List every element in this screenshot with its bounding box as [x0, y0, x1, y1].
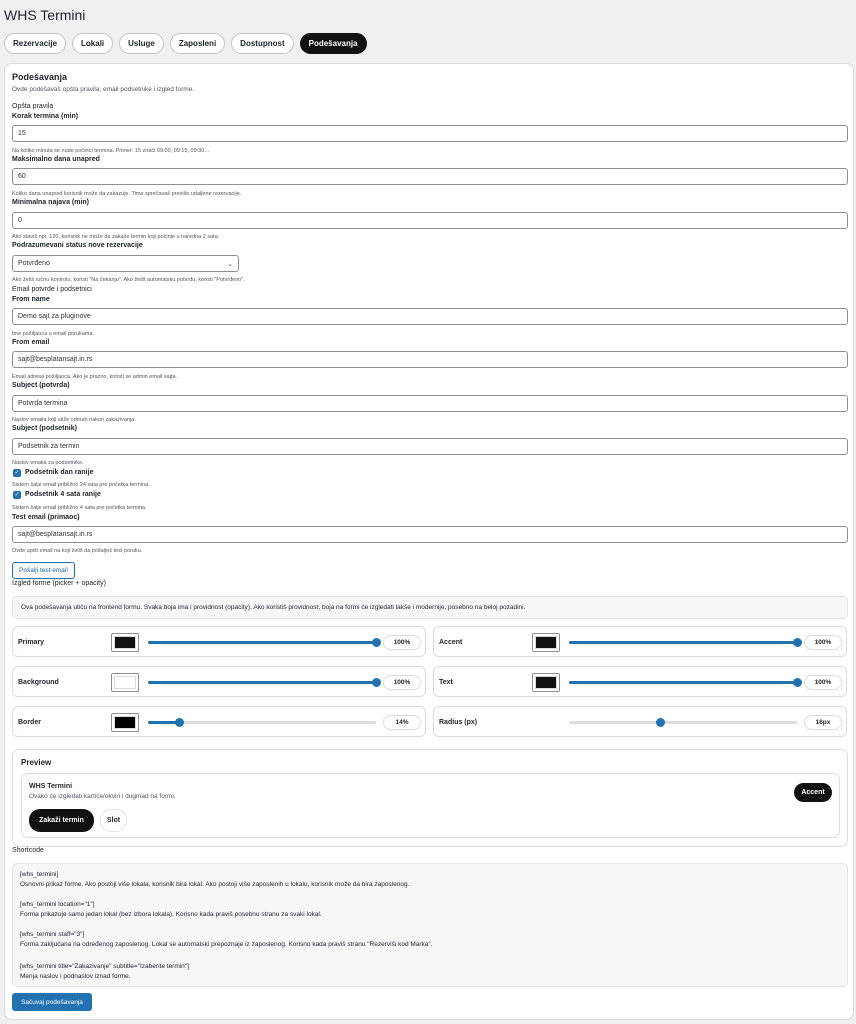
send-test-email-button[interactable]: Pošalji test email [12, 562, 75, 579]
preview-panel [12, 749, 848, 847]
shortcode-desc: Menja naslov i podnaslov iznad forme. [20, 973, 131, 980]
from-name-label: From name [12, 296, 50, 303]
min-notice-input[interactable]: 0 [12, 212, 848, 229]
background-opacity-value: 100% [383, 675, 421, 690]
test-email-help: Ovde upiši email na koji želiš da pošalješ test poruku. [12, 548, 143, 554]
section-shortcode: Shortcode [12, 847, 44, 854]
primary-opacity-slider[interactable] [148, 641, 376, 644]
max-days-help: Koliko dana unapred korisnik može da zakazuje. Time sprečavaš previše udaljene rezervacije. [12, 191, 242, 197]
primary-opacity-value: 100% [383, 635, 421, 650]
radius-value: 16px [804, 715, 842, 730]
color-card-background [12, 666, 426, 697]
from-name-input[interactable]: Demo sajt za pluginove [12, 308, 848, 325]
settings-panel [4, 63, 854, 1020]
slot-step-label: Korak termina (min) [12, 113, 79, 120]
preview-card [21, 773, 840, 838]
tab-rezervacije[interactable]: Rezervacije [4, 33, 66, 54]
shortcode-code: [whs_termini] [20, 871, 59, 878]
slot-step-help: Na koliko minuta se nude početci termina. Primer: 15 znači 09:00, 09:15, 09:30... [12, 148, 209, 154]
settings-description: Ovde podešavaš opšta pravila, email podsetnike i izgled forme. [12, 86, 195, 93]
section-email: Email potvrde i podsetnici [12, 286, 92, 293]
primary-opacity-fill [148, 641, 376, 644]
accent-opacity-thumb[interactable] [793, 638, 802, 647]
shortcode-code: [whs_termini title="Zakazivanje" subtitle="Izaberite termin"] [20, 963, 189, 970]
accent-opacity-slider[interactable] [569, 641, 797, 644]
reminder-day-help: Sistem šalje email približno 24 sata pre početka termina. [12, 482, 150, 488]
text-opacity-fill [569, 681, 797, 684]
tab-lokali[interactable]: Lokali [72, 33, 113, 54]
border-opacity-thumb[interactable] [175, 718, 184, 727]
accent-opacity-fill [569, 641, 797, 644]
from-email-input[interactable]: sajt@besplatansajt.in.rs [12, 351, 848, 368]
preview-accent-badge[interactable]: Accent [794, 783, 832, 802]
preview-heading: Preview [21, 758, 52, 767]
border-label: Border [18, 719, 41, 726]
reminder-day-checkbox[interactable]: ✓ [14, 470, 20, 476]
accent-label: Accent [439, 639, 463, 646]
text-color-label: Text [439, 679, 453, 686]
radius-label: Radius (px) [439, 719, 478, 726]
section-appearance: Izgled forme (picker + opacity) [12, 580, 106, 587]
default-status-select[interactable] [12, 255, 239, 272]
preview-card-desc: Ovako će izgledati kartice/okviri i dugmad na formi. [29, 793, 176, 800]
subject-confirm-help: Naslov emaila koji stiže odmah nakon zakazivanja. [12, 417, 136, 423]
settings-heading: Podešavanja [12, 72, 68, 82]
border-opacity-value: 14% [383, 715, 421, 730]
preview-book-button[interactable]: Zakaži termin [29, 809, 94, 832]
background-opacity-thumb[interactable] [372, 678, 381, 687]
section-general: Opšta pravila [12, 103, 54, 110]
background-label: Background [18, 679, 59, 686]
min-notice-label: Minimalna najava (min) [12, 199, 90, 206]
appearance-notice: Ova podešavanja utiču na frontend formu. Svaka boja ima i providnost (opacity). Ako koristiš providnost, boja na formi će izgledati lakše i modernije, posebno na beloj pozadini. [12, 596, 848, 619]
default-status-value: Potvrđeno [18, 260, 50, 267]
background-opacity-fill [148, 681, 376, 684]
preview-slot-button[interactable]: Slot [100, 809, 127, 832]
from-email-help: Email adresa pošiljaoca. Ako je prazno, koristi se admin email sajta. [12, 374, 178, 380]
shortcode-desc: Osnovni prikaz forme. Ako postoji više lokala, korisnik bira lokal. Ako postoji više zaposlenih u lokalu, korisnik može da bira zaposlenog. [20, 881, 410, 888]
tab-podesavanja[interactable]: Podešavanja [300, 33, 367, 54]
tab-dostupnost[interactable]: Dostupnost [231, 33, 293, 54]
from-name-help: Ime pošiljaoca u email porukama. [12, 331, 94, 337]
border-swatch-fill [114, 716, 136, 729]
background-color-picker[interactable] [111, 673, 139, 692]
primary-color-picker[interactable] [111, 633, 139, 652]
subject-reminder-label: Subject (podsetnik) [12, 425, 77, 432]
default-status-help: Ako želiš ručnu kontrolu, koristi "Na čekanju". Ako želiš automatsku potvrdu, koristi "Potvrđeno". [12, 277, 245, 283]
from-email-label: From email [12, 339, 50, 346]
max-days-label: Maksimalno dana unapred [12, 156, 100, 163]
subject-reminder-help: Naslov emaila za podsetnike. [12, 460, 84, 466]
text-opacity-thumb[interactable] [793, 678, 802, 687]
text-swatch-fill [535, 676, 557, 689]
subject-confirm-label: Subject (potvrda) [12, 382, 70, 389]
border-color-picker[interactable] [111, 713, 139, 732]
test-email-input[interactable]: sajt@besplatansajt.in.rs [12, 526, 848, 543]
accent-swatch-fill [535, 636, 557, 649]
shortcode-code: [whs_termini staff="3"] [20, 931, 85, 938]
text-color-picker[interactable] [532, 673, 560, 692]
text-opacity-value: 100% [804, 675, 842, 690]
radius-thumb[interactable] [656, 718, 665, 727]
chevron-down-icon: ⌄ [227, 260, 233, 268]
primary-swatch-fill [114, 636, 136, 649]
max-days-input[interactable]: 60 [12, 168, 848, 185]
tab-bar [4, 33, 367, 54]
preview-card-title: WHS Termini [29, 783, 73, 790]
min-notice-help: Ako staviš npr. 120, korisnik ne može da zakaže termin koji počinje u narednа 2 sata. [12, 234, 220, 240]
accent-opacity-value: 100% [804, 635, 842, 650]
primary-label: Primary [18, 639, 45, 646]
color-card-accent [433, 626, 847, 657]
reminder-4h-help: Sistem šalje email približno 4 sata pre početka termina. [12, 505, 147, 511]
shortcode-box [12, 863, 848, 987]
reminder-day-label: Podsetnik dan ranije [25, 469, 94, 476]
save-settings-button[interactable]: Sačuvaj podešavanja [12, 993, 92, 1011]
background-swatch-fill [114, 676, 136, 689]
accent-color-picker[interactable] [532, 633, 560, 652]
color-card-radius [433, 706, 847, 737]
color-card-border [12, 706, 426, 737]
background-opacity-slider[interactable] [148, 681, 376, 684]
border-opacity-slider[interactable] [148, 721, 376, 724]
reminder-4h-checkbox[interactable]: ✓ [14, 492, 20, 498]
color-card-text [433, 666, 847, 697]
reminder-4h-label: Podsetnik 4 sata ranije [25, 491, 101, 498]
shortcode-desc: Forma zaključana na određenog zaposlenog. Lokal se automatski prepoznaje iz zaposlenog. Korisno kada praviš stranu "Rezerviši kod Marka". [20, 941, 433, 948]
color-card-primary [12, 626, 426, 657]
tab-usluge[interactable]: Usluge [119, 33, 164, 54]
shortcode-code: [whs_termini location="1"] [20, 901, 95, 908]
subject-confirm-input[interactable]: Potvrda termina [12, 395, 848, 412]
radius-slider[interactable] [569, 721, 797, 724]
tab-zaposleni[interactable]: Zaposleni [170, 33, 225, 54]
shortcode-desc: Forma prikazuje samo jedan lokal (bez izbora lokala). Korisno kada praviš posebnu stranu za svaki lokal. [20, 911, 322, 918]
slot-step-input[interactable]: 15 [12, 125, 848, 142]
app-title: WHS Termini [4, 7, 86, 23]
subject-reminder-input[interactable]: Podsetnik za termin [12, 438, 848, 455]
primary-opacity-thumb[interactable] [372, 638, 381, 647]
default-status-label: Podrazumevani status nove rezervacije [12, 242, 143, 249]
text-opacity-slider[interactable] [569, 681, 797, 684]
test-email-label: Test email (primaoc) [12, 514, 80, 521]
